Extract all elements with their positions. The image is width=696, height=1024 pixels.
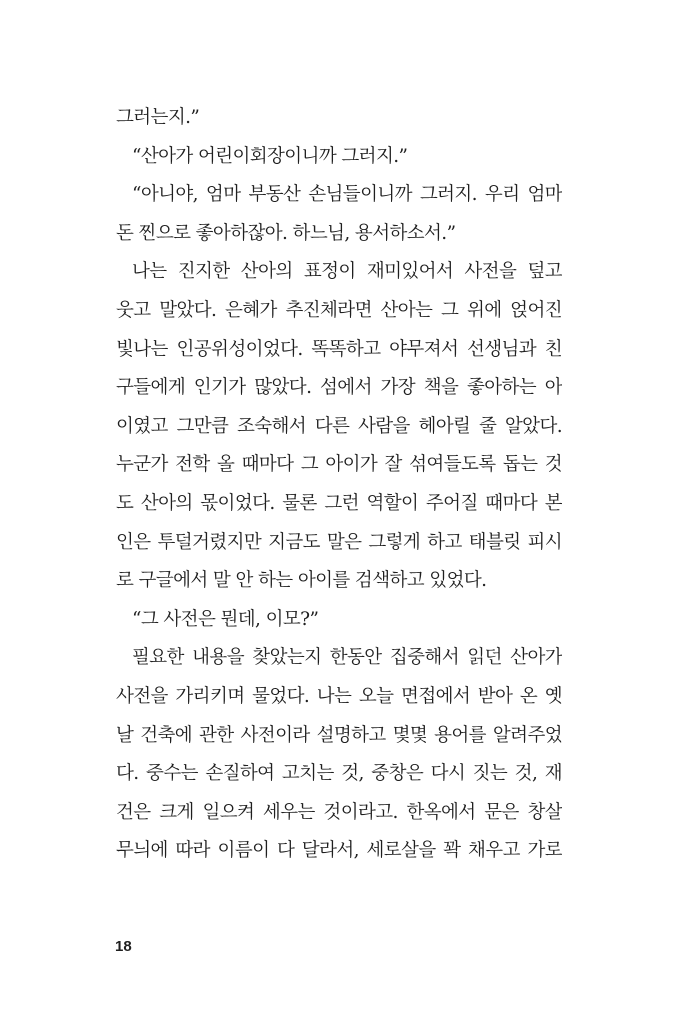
text-line: 웃고 말았다. 은혜가 추진체라면 산아는 그 위에 얹어진 bbox=[116, 299, 562, 321]
text-line: 돈 찐으로 좋아하잖아. 하느님, 용서하소서.” bbox=[116, 222, 456, 244]
text-line: 사전을 가리키며 물었다. 나는 오늘 면접에서 받아 온 옛 bbox=[116, 685, 562, 707]
text-line: 건은 크게 일으켜 세우는 것이라고. 한옥에서 문은 창살 bbox=[116, 801, 562, 823]
text-line: “아니야, 엄마 부동산 손님들이니까 그러지. 우리 엄마 bbox=[132, 184, 562, 206]
text-line: 다. 중수는 손질하여 고치는 것, 중창은 다시 짓는 것, 재 bbox=[116, 763, 562, 785]
text-line: 그러는지.” bbox=[116, 107, 200, 128]
text-line: 인은 투덜거렸지만 지금도 말은 그렇게 하고 태블릿 피시 bbox=[116, 531, 562, 553]
text-line: “그 사전은 뭔데, 이모?” bbox=[132, 608, 319, 630]
page-body bbox=[116, 99, 562, 871]
text-line: 도 산아의 몫이었다. 물론 그런 역할이 주어질 때마다 본 bbox=[116, 492, 562, 514]
text-line: 나는 진지한 산아의 표정이 재미있어서 사전을 덮고 bbox=[132, 261, 562, 283]
text-line: 빛나는 인공위성이었다. 똑똑하고 야무져서 선생님과 친 bbox=[116, 338, 562, 360]
text-line: “산아가 어린이회장이니까 그러지.” bbox=[132, 145, 408, 167]
text-line: 구들에게 인기가 많았다. 섬에서 가장 책을 좋아하는 아 bbox=[116, 377, 562, 399]
text-line: 누군가 전학 올 때마다 그 아이가 잘 섞여들도록 돕는 것 bbox=[116, 454, 562, 476]
page-number: 18 bbox=[115, 938, 132, 955]
text-line: 이였고 그만큼 조숙해서 다른 사람을 헤아릴 줄 알았다. bbox=[116, 415, 562, 437]
text-line: 필요한 내용을 찾았는지 한동안 집중해서 읽던 산아가 bbox=[132, 647, 562, 669]
text-line: 날 건축에 관한 사전이라 설명하고 몇몇 용어를 알려주었 bbox=[116, 724, 562, 746]
text-line: 로 구글에서 말 안 하는 아이를 검색하고 있었다. bbox=[116, 570, 487, 592]
text-line: 무늬에 따라 이름이 다 달라서, 세로살을 꽉 채우고 가로 bbox=[116, 840, 562, 862]
